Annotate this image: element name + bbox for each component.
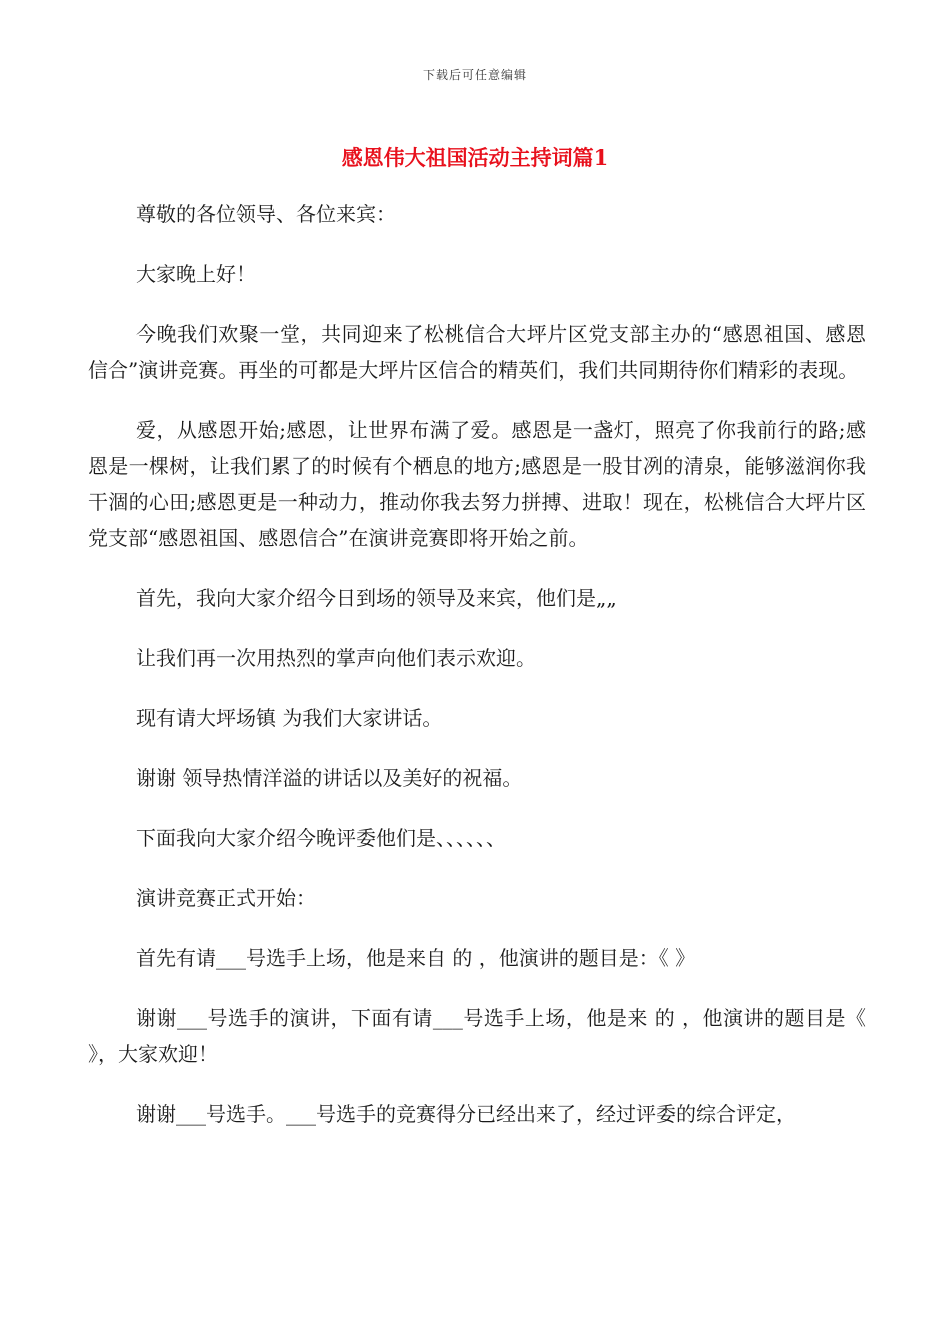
paragraph-contest-start: 演讲竞赛正式开始： [136, 886, 316, 910]
header-note: 下载后可任意编辑 [422, 68, 527, 82]
paragraph-introduce-judges: 下面我向大家介绍今晚评委他们是、、、、、、 [136, 826, 506, 850]
document-body [88, 196, 866, 1156]
paragraph-score-announce: 谢谢___号选手。___号选手的竞赛得分已经出来了，经过评委的综合评定， [136, 1102, 796, 1126]
paragraph-invite-speech: 现有请大坪场镇 为我们大家讲话。 [136, 706, 443, 730]
paragraph-greeting: 尊敬的各位领导、各位来宾： [136, 202, 396, 226]
paragraph-next-contestant: 谢谢___号选手的演讲，下面有请___号选手上场，他是来 的 ，他演讲的题目是《 》，大家欢迎！ [88, 1006, 866, 1066]
paragraph-first-contestant: 首先有请___号选手上场，他是来自 的 ，他演讲的题目是：《 》 [136, 946, 696, 970]
paragraph-good-evening: 大家晚上好！ [136, 262, 256, 286]
document-title: 感恩伟大祖国活动主持词篇1 [341, 145, 609, 170]
paragraph-intro: 今晚我们欢聚一堂，共同迎来了松桃信合大坪片区党支部主办的“感恩祖国、感恩信合”演讲竞赛。再坐的可都是大坪片区信合的精英们，我们共同期待你们精彩的表现。 [88, 322, 866, 382]
paragraph-gratitude: 爱，从感恩开始;感恩，让世界布满了爱。感恩是一盏灯，照亮了你我前行的路;感恩是一棵树，让我们累了的时候有个栖息的地方;感恩是一股甘冽的清泉，能够滋润你我干涸的心田;感恩更是一种动力，推动你我去努力拼搏、进取！现在，松桃信合大坪片区党支部“感恩祖国、感恩信合”在演讲竞赛即将开始之前。 [88, 418, 866, 550]
paragraph-thanks-leader: 谢谢 领导热情洋溢的讲话以及美好的祝福。 [136, 766, 523, 790]
paragraph-applause: 让我们再一次用热烈的掌声向他们表示欢迎。 [136, 646, 536, 670]
paragraph-introduce-guests: 首先，我向大家介绍今日到场的领导及来宾，他们是„„ [136, 586, 617, 610]
